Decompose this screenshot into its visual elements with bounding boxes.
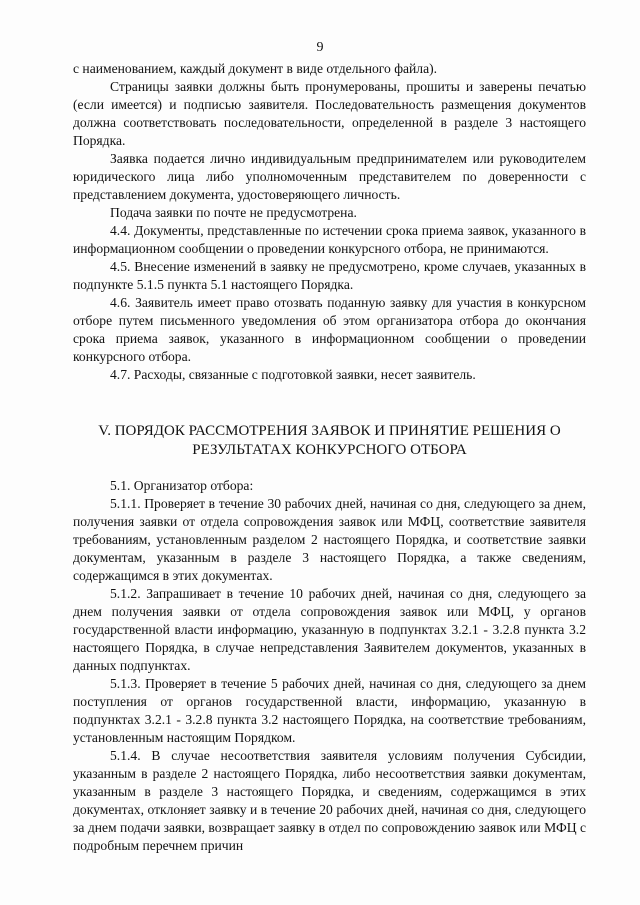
paragraph: 4.6. Заявитель имеет право отозвать поданную заявку для участия в конкурсном отборе путем письменного уведомления об этом организатора отбора до окончания срока приема заявок, указанного в информационном сообщении о проведении конкурсного отбора. bbox=[73, 295, 586, 364]
section-heading: V. ПОРЯДОК РАССМОТРЕНИЯ ЗАЯВОК И ПРИНЯТИЕ РЕШЕНИЯ О РЕЗУЛЬТАТАХ КОНКУРСНОГО ОТБОРА bbox=[98, 423, 561, 458]
paragraph: 5.1.1. Проверяет в течение 30 рабочих дней, начиная со дня, следующего за днем, получения заявки от отдела сопровождения заявок или МФЦ, соответствие заявителя требованиям, установленным разделом 2 настоящего Порядка, и соответствие заявки документам, указанным в разделе 3 настоящего Порядка, а также сведениям, содержащимся в этих документах. bbox=[73, 496, 586, 583]
paragraph: Страницы заявки должны быть пронумерованы, прошиты и заверены печатью (если имеется) и подписью заявителя. Последовательность размещения документов должна соответствовать последовательности, определенной в разделе 3 настоящего Порядка. bbox=[73, 79, 586, 148]
paragraph: 4.5. Внесение изменений в заявку не предусмотрено, кроме случаев, указанных в подпункте 5.1.5 пункта 5.1 настоящего Порядка. bbox=[73, 259, 586, 292]
page-number: 9 bbox=[316, 40, 324, 55]
paragraph: с наименованием, каждый документ в виде отдельного файла). bbox=[73, 61, 438, 76]
paragraph: 5.1. Организатор отбора: bbox=[110, 478, 254, 493]
paragraph: 5.1.2. Запрашивает в течение 10 рабочих дней, начиная со дня, следующего за днем получения заявки от отдела сопровождения заявок или МФЦ, у органов государственной власти информацию, указанную в подпунктах 3.2.1 - 3.2.8 пункта 3.2 настоящего Порядка, в случае непредставления Заявителем документов, указанных в данных подпунктах. bbox=[73, 586, 586, 673]
paragraph: 4.4. Документы, представленные по истечении срока приема заявок, указанного в информационном сообщении о проведении конкурсного отбора, не принимаются. bbox=[73, 223, 586, 256]
document-body bbox=[73, 60, 586, 855]
paragraph: 5.1.4. В случае несоответствия заявителя условиям получения Субсидии, указанным в разделе 2 настоящего Порядка, либо несоответствия заявки документам, указанным в разделе 3 настоящего Порядка, и сведениям, содержащимся в этих документах, отклоняет заявку и в течение 20 рабочих дней, начиная со дня, следующего за днем подачи заявки, возвращает заявку в отдел по сопровождению заявок или МФЦ с подробным перечнем причин bbox=[73, 748, 586, 853]
paragraph: Заявка подается лично индивидуальным предпринимателем или руководителем юридического лица либо уполномоченным представителем по доверенности с представлением документа, удостоверяющего личность. bbox=[73, 151, 586, 202]
paragraph: 4.7. Расходы, связанные с подготовкой заявки, несет заявитель. bbox=[110, 367, 476, 382]
paragraph: 5.1.3. Проверяет в течение 5 рабочих дней, начиная со дня, следующего за днем поступления от органов государственной власти, информацию, указанную в подпунктах 3.2.1 - 3.2.8 пункта 3.2 настоящего Порядка, на соответствие требованиям, установленным настоящим Порядком. bbox=[73, 676, 586, 745]
paragraph: Подача заявки по почте не предусмотрена. bbox=[110, 205, 357, 220]
